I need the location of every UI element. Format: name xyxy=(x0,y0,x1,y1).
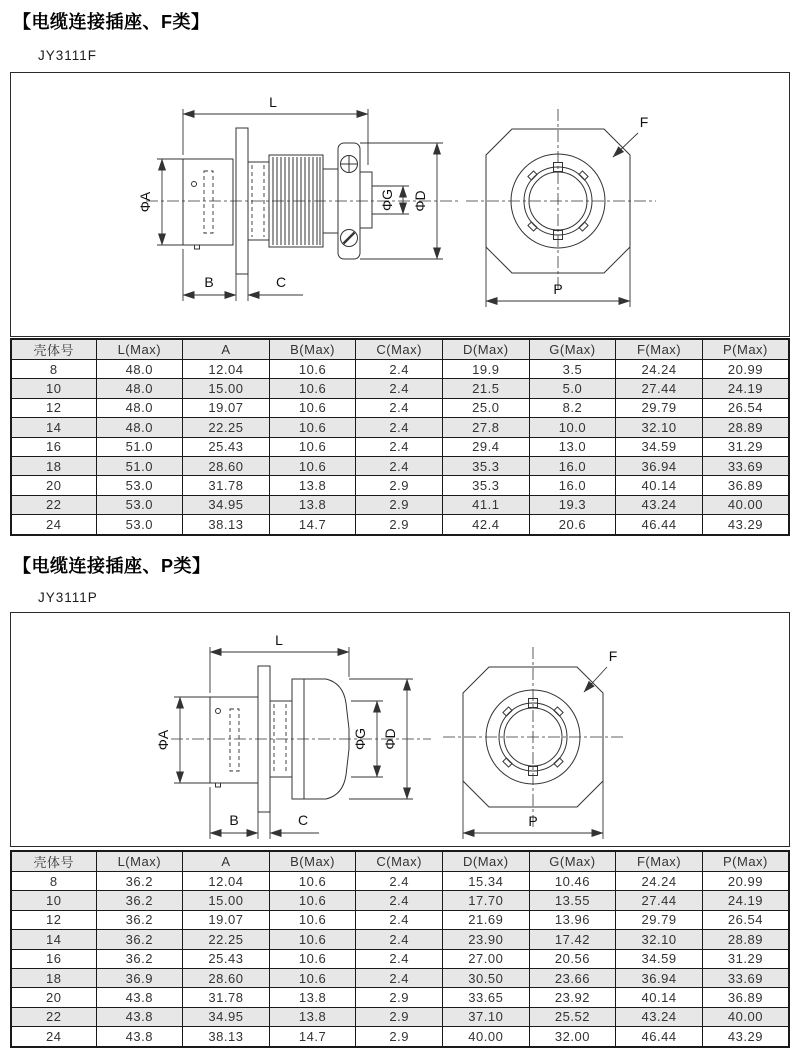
table-cell: 36.2 xyxy=(96,930,183,949)
table-cell: 8 xyxy=(11,872,96,891)
table-cell: 2.4 xyxy=(356,949,443,968)
table-cell: 20.56 xyxy=(529,949,616,968)
table-cell: 31.78 xyxy=(183,476,270,495)
table-cell: 14.7 xyxy=(269,1027,356,1047)
column-header: F(Max) xyxy=(616,851,703,872)
section-title-p-type: 【电缆连接插座、P类】 xyxy=(13,556,211,576)
table-cell: 15.00 xyxy=(183,379,270,398)
table-cell: 22 xyxy=(11,1007,96,1026)
table-cell: 24.19 xyxy=(702,891,789,910)
column-header: F(Max) xyxy=(616,339,703,360)
table-cell: 24.24 xyxy=(616,360,703,379)
table-cell: 2.4 xyxy=(356,910,443,929)
f-type-dimension-table xyxy=(10,338,790,536)
table-row xyxy=(11,495,789,514)
table-cell: 13.96 xyxy=(529,910,616,929)
table-cell: 37.10 xyxy=(443,1007,530,1026)
table-row xyxy=(11,360,789,379)
table-cell: 41.1 xyxy=(443,495,530,514)
table-cell: 10.46 xyxy=(529,872,616,891)
table-cell: 53.0 xyxy=(96,476,183,495)
table-cell: 27.00 xyxy=(443,949,530,968)
table-cell: 10.6 xyxy=(269,379,356,398)
table-row xyxy=(11,968,789,987)
table-cell: 27.8 xyxy=(443,418,530,437)
table-cell: 12 xyxy=(11,398,96,417)
table-cell: 36.94 xyxy=(616,456,703,475)
table-cell: 22.25 xyxy=(183,930,270,949)
table-cell: 48.0 xyxy=(96,418,183,437)
table-cell: 32.10 xyxy=(616,418,703,437)
table-cell: 8.2 xyxy=(529,398,616,417)
table-cell: 20 xyxy=(11,476,96,495)
table-cell: 43.8 xyxy=(96,988,183,1007)
table-cell: 10.6 xyxy=(269,437,356,456)
table-cell: 2.9 xyxy=(356,495,443,514)
table-cell: 2.9 xyxy=(356,988,443,1007)
table-row xyxy=(11,872,789,891)
table-cell: 34.95 xyxy=(183,495,270,514)
table-cell: 10.0 xyxy=(529,418,616,437)
table-cell: 17.42 xyxy=(529,930,616,949)
table-cell: 27.44 xyxy=(616,379,703,398)
table-cell: 20.6 xyxy=(529,515,616,535)
table-cell: 29.4 xyxy=(443,437,530,456)
column-header: B(Max) xyxy=(269,851,356,872)
table-cell: 22.25 xyxy=(183,418,270,437)
table-cell: 34.59 xyxy=(616,437,703,456)
table-cell: 31.29 xyxy=(702,949,789,968)
table-cell: 12 xyxy=(11,910,96,929)
column-header: C(Max) xyxy=(356,851,443,872)
table-cell: 2.4 xyxy=(356,418,443,437)
table-cell: 34.95 xyxy=(183,1007,270,1026)
table-cell: 23.66 xyxy=(529,968,616,987)
table-cell: 40.14 xyxy=(616,476,703,495)
column-header: P(Max) xyxy=(702,851,789,872)
table-cell: 18 xyxy=(11,456,96,475)
table-cell: 8 xyxy=(11,360,96,379)
technical-drawing-p-type xyxy=(10,612,790,847)
table-cell: 13.8 xyxy=(269,988,356,1007)
table-row xyxy=(11,476,789,495)
table-cell: 53.0 xyxy=(96,495,183,514)
table-cell: 14.7 xyxy=(269,515,356,535)
dim-label-f: F xyxy=(608,648,618,664)
p-side-view xyxy=(155,632,431,839)
table-header-row xyxy=(11,851,789,872)
table-cell: 31.78 xyxy=(183,988,270,1007)
table-cell: 14 xyxy=(11,418,96,437)
table-cell: 38.13 xyxy=(183,1027,270,1047)
table-cell: 15.34 xyxy=(443,872,530,891)
table-cell: 33.69 xyxy=(702,456,789,475)
table-cell: 40.00 xyxy=(702,1007,789,1026)
dim-label-phi-g: ΦG xyxy=(379,188,395,212)
table-cell: 3.5 xyxy=(529,360,616,379)
table-cell: 22 xyxy=(11,495,96,514)
table-cell: 2.9 xyxy=(356,1027,443,1047)
table-row xyxy=(11,949,789,968)
table-cell: 34.59 xyxy=(616,949,703,968)
table-cell: 43.8 xyxy=(96,1007,183,1026)
table-cell: 12.04 xyxy=(183,872,270,891)
table-cell: 19.07 xyxy=(183,910,270,929)
table-cell: 14 xyxy=(11,930,96,949)
dim-label-phi-a: ΦA xyxy=(155,729,171,751)
table-cell: 25.52 xyxy=(529,1007,616,1026)
table-row xyxy=(11,379,789,398)
table-cell: 29.79 xyxy=(616,910,703,929)
table-cell: 2.4 xyxy=(356,360,443,379)
table-cell: 20.99 xyxy=(702,872,789,891)
table-cell: 38.13 xyxy=(183,515,270,535)
table-row xyxy=(11,988,789,1007)
table-cell: 10 xyxy=(11,379,96,398)
table-cell: 51.0 xyxy=(96,437,183,456)
table-cell: 10.6 xyxy=(269,930,356,949)
table-cell: 25.0 xyxy=(443,398,530,417)
table-row xyxy=(11,1007,789,1026)
table-cell: 48.0 xyxy=(96,379,183,398)
table-cell: 46.44 xyxy=(616,515,703,535)
table-cell: 16 xyxy=(11,949,96,968)
dim-label-p: P xyxy=(528,813,538,829)
table-cell: 43.29 xyxy=(702,1027,789,1047)
table-row xyxy=(11,910,789,929)
column-header: B(Max) xyxy=(269,339,356,360)
table-cell: 16 xyxy=(11,437,96,456)
table-row xyxy=(11,1027,789,1047)
table-cell: 27.44 xyxy=(616,891,703,910)
table-cell: 24.19 xyxy=(702,379,789,398)
table-cell: 2.9 xyxy=(356,1007,443,1026)
table-cell: 53.0 xyxy=(96,515,183,535)
table-cell: 46.44 xyxy=(616,1027,703,1047)
table-cell: 13.55 xyxy=(529,891,616,910)
table-cell: 10.6 xyxy=(269,949,356,968)
table-cell: 40.00 xyxy=(443,1027,530,1047)
table-row xyxy=(11,437,789,456)
table-cell: 19.3 xyxy=(529,495,616,514)
f-type-drawing-svg xyxy=(11,73,787,334)
table-cell: 33.69 xyxy=(702,968,789,987)
table-cell: 2.4 xyxy=(356,891,443,910)
table-cell: 10.6 xyxy=(269,398,356,417)
dim-label-b: B xyxy=(229,812,239,828)
table-cell: 2.4 xyxy=(356,379,443,398)
table-cell: 32.10 xyxy=(616,930,703,949)
table-cell: 25.43 xyxy=(183,949,270,968)
table-row xyxy=(11,418,789,437)
table-cell: 40.00 xyxy=(702,495,789,514)
dim-label-c: C xyxy=(297,812,309,828)
column-header: L(Max) xyxy=(96,339,183,360)
table-cell: 21.5 xyxy=(443,379,530,398)
table-cell: 51.0 xyxy=(96,456,183,475)
column-header: 壳体号 xyxy=(11,339,96,360)
dim-label-phi-d: ΦD xyxy=(412,190,428,212)
table-cell: 42.4 xyxy=(443,515,530,535)
column-header: 壳体号 xyxy=(11,851,96,872)
dim-label-phi-g: ΦG xyxy=(352,727,368,751)
table-cell: 16.0 xyxy=(529,476,616,495)
table-row xyxy=(11,398,789,417)
table-cell: 12.04 xyxy=(183,360,270,379)
table-cell: 2.9 xyxy=(356,476,443,495)
table-cell: 28.89 xyxy=(702,418,789,437)
table-cell: 2.4 xyxy=(356,456,443,475)
column-header: L(Max) xyxy=(96,851,183,872)
table-cell: 36.89 xyxy=(702,476,789,495)
p-type-dimension-table xyxy=(10,850,790,1048)
table-cell: 26.54 xyxy=(702,398,789,417)
table-cell: 48.0 xyxy=(96,360,183,379)
dim-label-l: L xyxy=(275,632,283,648)
table-row xyxy=(11,891,789,910)
table-cell: 19.9 xyxy=(443,360,530,379)
table-cell: 13.8 xyxy=(269,495,356,514)
technical-drawing-f-type xyxy=(10,72,790,337)
column-header: G(Max) xyxy=(529,851,616,872)
table-row xyxy=(11,515,789,535)
table-cell: 43.8 xyxy=(96,1027,183,1047)
table-cell: 5.0 xyxy=(529,379,616,398)
table-cell: 2.4 xyxy=(356,930,443,949)
table-cell: 48.0 xyxy=(96,398,183,417)
column-header: P(Max) xyxy=(702,339,789,360)
table-cell: 24.24 xyxy=(616,872,703,891)
table-cell: 31.29 xyxy=(702,437,789,456)
table-cell: 13.8 xyxy=(269,1007,356,1026)
table-cell: 36.2 xyxy=(96,949,183,968)
dim-label-phi-a: ΦA xyxy=(137,191,153,213)
f-side-view xyxy=(137,94,459,301)
table-cell: 24 xyxy=(11,515,96,535)
table-cell: 28.60 xyxy=(183,456,270,475)
table-row xyxy=(11,456,789,475)
dim-label-f: F xyxy=(639,114,649,130)
column-header: D(Max) xyxy=(443,851,530,872)
column-header: A xyxy=(183,851,270,872)
table-cell: 43.24 xyxy=(616,1007,703,1026)
dim-label-b: B xyxy=(204,274,214,290)
column-header: G(Max) xyxy=(529,339,616,360)
column-header: D(Max) xyxy=(443,339,530,360)
table-cell: 26.54 xyxy=(702,910,789,929)
table-cell: 23.92 xyxy=(529,988,616,1007)
table-cell: 32.00 xyxy=(529,1027,616,1047)
column-header: A xyxy=(183,339,270,360)
section-title-f-type: 【电缆连接插座、F类】 xyxy=(13,12,210,32)
table-cell: 10.6 xyxy=(269,968,356,987)
table-cell: 13.8 xyxy=(269,476,356,495)
table-cell: 43.24 xyxy=(616,495,703,514)
table-cell: 24 xyxy=(11,1027,96,1047)
table-cell: 36.94 xyxy=(616,968,703,987)
table-cell: 35.3 xyxy=(443,476,530,495)
table-cell: 10.6 xyxy=(269,456,356,475)
p-type-drawing-svg xyxy=(11,613,787,844)
table-cell: 20 xyxy=(11,988,96,1007)
table-cell: 33.65 xyxy=(443,988,530,1007)
table-cell: 21.69 xyxy=(443,910,530,929)
table-cell: 25.43 xyxy=(183,437,270,456)
table-cell: 10 xyxy=(11,891,96,910)
f-front-view xyxy=(466,109,656,307)
table-cell: 29.79 xyxy=(616,398,703,417)
table-cell: 2.4 xyxy=(356,398,443,417)
dim-label-l: L xyxy=(269,94,277,110)
table-cell: 28.60 xyxy=(183,968,270,987)
table-cell: 10.6 xyxy=(269,910,356,929)
table-header-row xyxy=(11,339,789,360)
table-cell: 40.14 xyxy=(616,988,703,1007)
table-cell: 2.9 xyxy=(356,515,443,535)
table-cell: 20.99 xyxy=(702,360,789,379)
dim-label-c: C xyxy=(275,274,287,290)
table-row xyxy=(11,930,789,949)
table-cell: 19.07 xyxy=(183,398,270,417)
table-cell: 36.89 xyxy=(702,988,789,1007)
table-cell: 2.4 xyxy=(356,437,443,456)
table-cell: 13.0 xyxy=(529,437,616,456)
table-cell: 10.6 xyxy=(269,418,356,437)
table-cell: 36.2 xyxy=(96,872,183,891)
table-cell: 23.90 xyxy=(443,930,530,949)
table-cell: 2.4 xyxy=(356,872,443,891)
table-cell: 10.6 xyxy=(269,872,356,891)
table-cell: 36.2 xyxy=(96,910,183,929)
table-cell: 35.3 xyxy=(443,456,530,475)
table-cell: 17.70 xyxy=(443,891,530,910)
p-front-view xyxy=(443,647,623,839)
dim-label-phi-d: ΦD xyxy=(382,728,398,750)
table-cell: 2.4 xyxy=(356,968,443,987)
table-cell: 30.50 xyxy=(443,968,530,987)
table-cell: 10.6 xyxy=(269,360,356,379)
table-cell: 16.0 xyxy=(529,456,616,475)
table-cell: 18 xyxy=(11,968,96,987)
table-cell: 15.00 xyxy=(183,891,270,910)
model-number-p: JY3111P xyxy=(38,590,98,605)
table-cell: 36.9 xyxy=(96,968,183,987)
model-number-f: JY3111F xyxy=(38,48,98,63)
table-cell: 36.2 xyxy=(96,891,183,910)
column-header: C(Max) xyxy=(356,339,443,360)
table-cell: 28.89 xyxy=(702,930,789,949)
table-cell: 43.29 xyxy=(702,515,789,535)
dim-label-p: P xyxy=(553,281,563,297)
table-cell: 10.6 xyxy=(269,891,356,910)
